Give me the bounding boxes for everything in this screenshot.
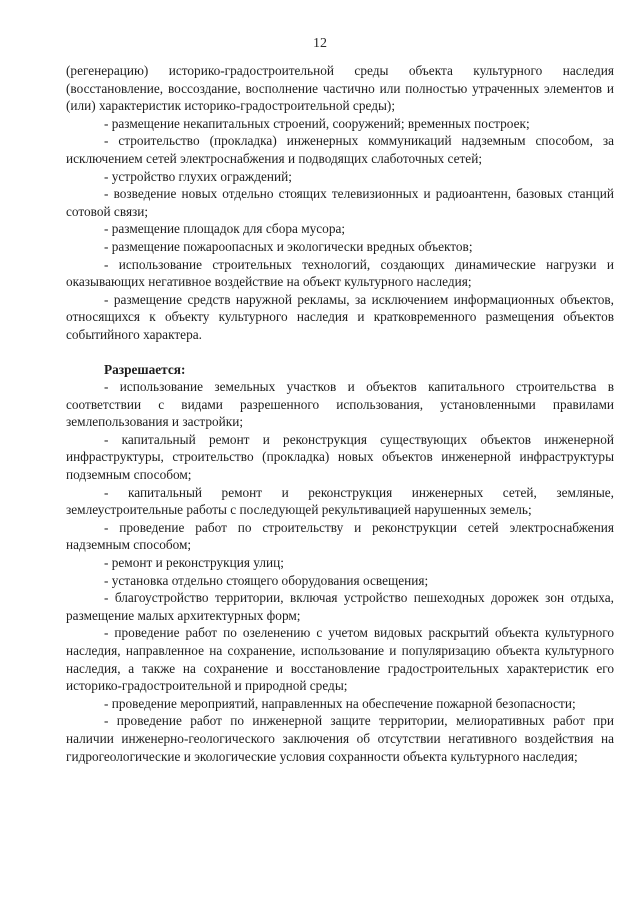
allowed-item: - ремонт и реконструкция улиц; [104, 555, 284, 571]
prohibited-item: - размещение пожароопасных и экологически вредных объектов; [104, 238, 473, 254]
document-body [66, 62, 614, 765]
page-number: 12 [313, 36, 327, 51]
allowed-item: - проведение работ по строительству и реконструкции сетей электроснабжения надземным способом; [66, 519, 614, 553]
allowed-item: - капитальный ремонт и реконструкция инженерных сетей, земляные, землеустроительные работы с последующей рекультивацией нарушенных земель; [66, 484, 614, 518]
prohibited-item: - размещение некапитальных строений, сооружений; временных построек; [104, 115, 530, 131]
prohibited-item: - размещение средств наружной рекламы, за исключением информационных объектов, относящихся к объекту культурного наследия и кратковременного размещения объектов событийного характера. [66, 291, 614, 342]
prohibited-item: - использование строительных технологий, создающих динамические нагрузки и оказывающих негативное воздействие на объект культурного наследия; [66, 256, 614, 290]
allowed-item: - использование земельных участков и объектов капитального строительства в соответствии с видами разрешенного использования, установленными правилами землепользования и застройки; [66, 379, 614, 430]
allowed-item: - благоустройство территории, включая устройство пешеходных дорожек зон отдыха, размещение малых архитектурных форм; [66, 590, 614, 623]
prohibited-item: - устройство глухих ограждений; [104, 168, 292, 184]
allowed-item: - проведение работ по инженерной защите территории, мелиоративных работ при наличии инженерно-геологического заключения об отсутствии негативного воздействия на гидрогеологические и экологические условия сохранности объекта культурного наследия; [66, 713, 614, 764]
paragraph-regeneration: (регенерацию) историко-градостроительной среды объекта культурного наследия (восстановление, воссоздание, восполнение частично или полностью утраченных элементов и (или) характеристик историко-градостроительной среды); [66, 63, 614, 114]
section-heading-allowed: Разрешается: [104, 361, 186, 377]
prohibited-item: - строительство (прокладка) инженерных коммуникаций надземным способом, за исключением сетей электроснабжения и подводящих слаботочных сетей; [66, 133, 614, 166]
prohibited-item: - возведение новых отдельно стоящих телевизионных и радиоантенн, базовых станций сотовой связи; [66, 186, 614, 219]
allowed-item: - проведение работ по озеленению с учетом видовых раскрытий объекта культурного наследия, направленное на сохранение, использование и популяризацию объекта культурного наследия, а также на сохранение и восстановление градостроительных характеристик его историко-градостроительной и природной среды; [66, 625, 614, 694]
prohibited-item: - размещение площадок для сбора мусора; [104, 221, 346, 237]
allowed-item: - установка отдельно стоящего оборудования освещения; [104, 572, 429, 588]
allowed-item: - капитальный ремонт и реконструкция существующих объектов инженерной инфраструктуры, строительство (прокладка) новых объектов инженерной инфраструктуры подземным способом; [66, 431, 614, 483]
allowed-item: - проведение мероприятий, направленных на обеспечение пожарной безопасности; [104, 695, 576, 711]
